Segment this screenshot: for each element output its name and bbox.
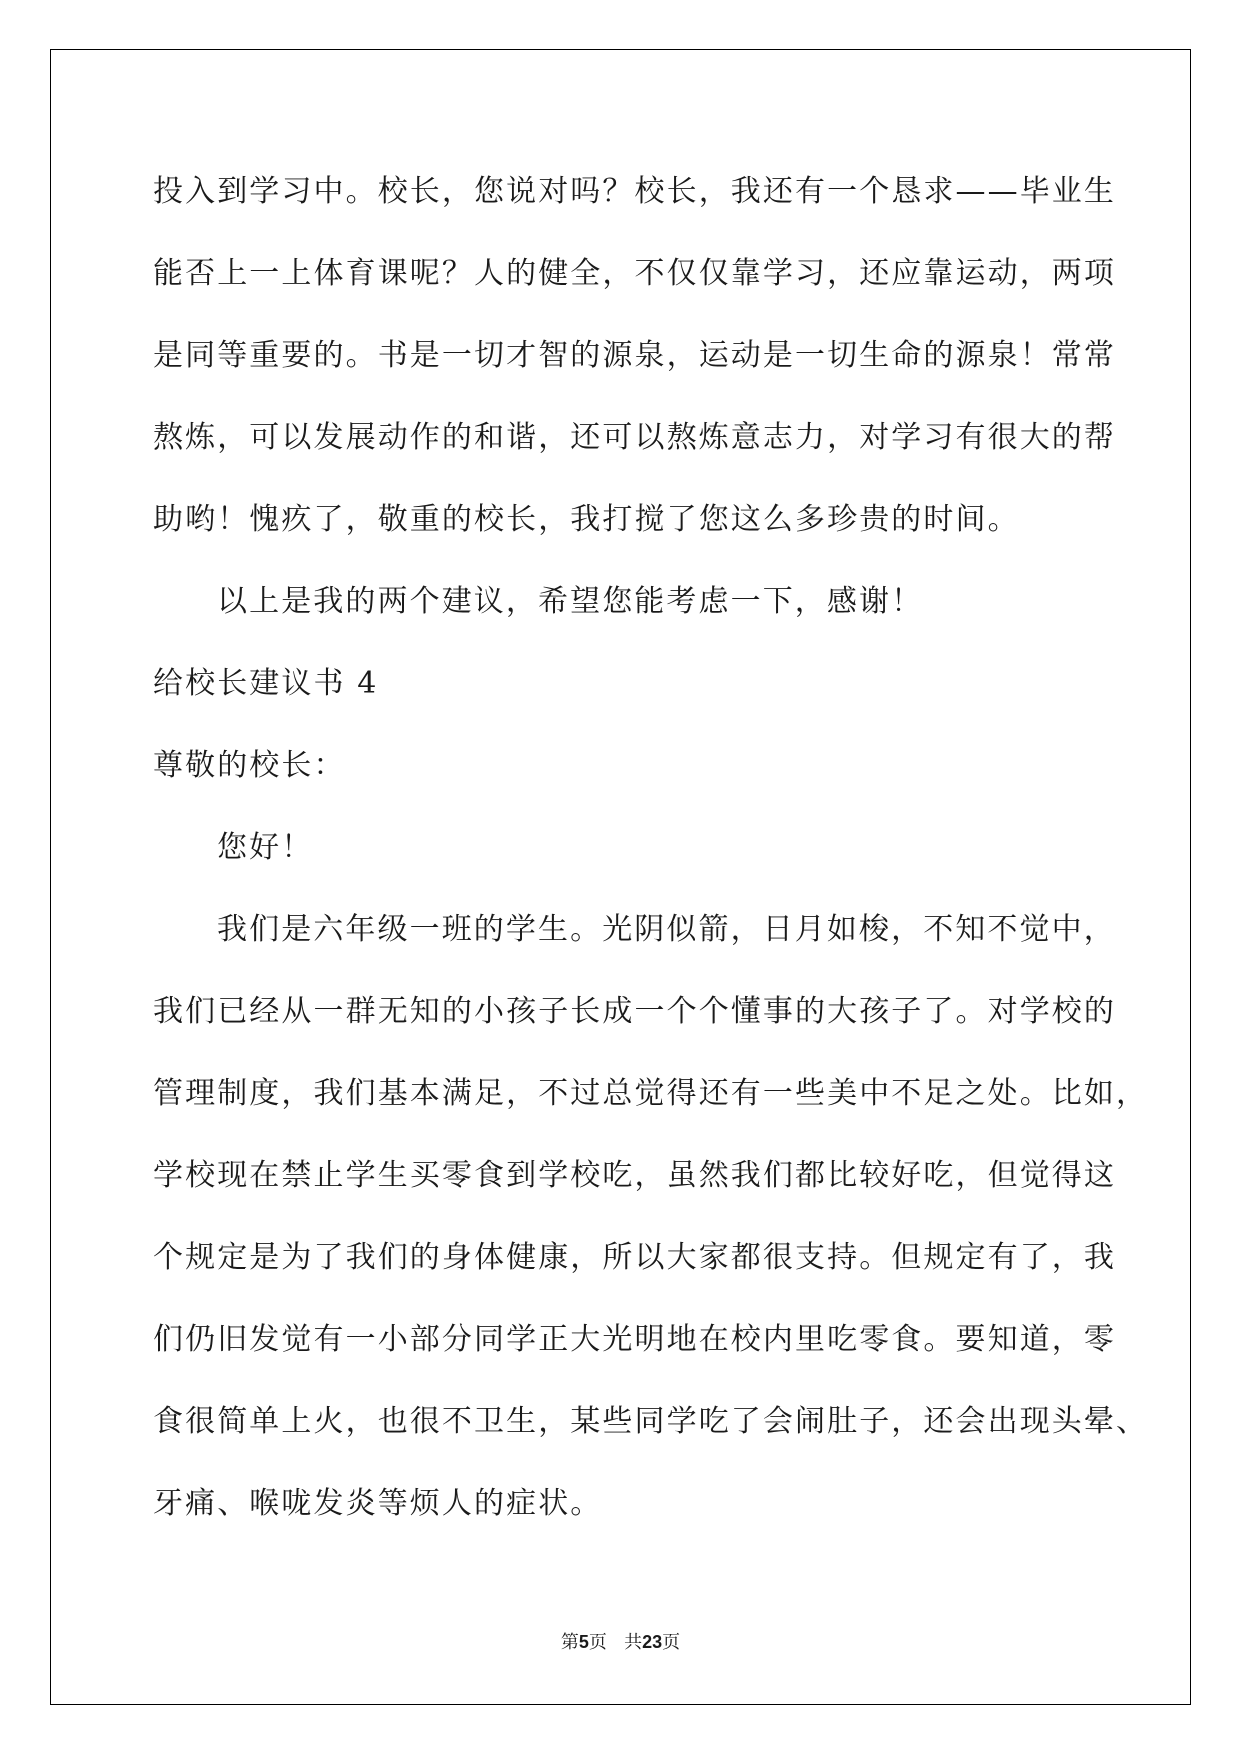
text-line: 尊敬的校长： [153,748,346,783]
page-footer [0,1628,1241,1654]
text-line: 我们是六年级一班的学生。光阴似箭，日月如梭，不知不觉中， [217,912,1116,947]
text-line: 熬炼，可以发展动作的和谐，还可以熬炼意志力，对学习有很大的帮 [153,420,1116,455]
footer-page-number: 5 [578,1632,589,1652]
text-line: 学校现在禁止学生买零食到学校吃，虽然我们都比较好吃，但觉得这 [153,1158,1116,1193]
text-line: 能否上一上体育课呢？人的健全，不仅仅靠学习，还应靠运动，两项 [153,256,1116,291]
text-line: 管理制度，我们基本满足，不过总觉得还有一些美中不足之处。比如， [153,1076,1149,1111]
text-line: 助哟！愧疚了，敬重的校长，我打搅了您这么多珍贵的时间。 [153,502,1020,537]
text-line: 个规定是为了我们的身体健康，所以大家都很支持。但规定有了，我 [153,1240,1116,1275]
text-line: 食很简单上火，也很不卫生，某些同学吃了会闹肚子，还会出现头晕、 [153,1404,1149,1439]
text-line: 我们已经从一群无知的小孩子长成一个个懂事的大孩子了。对学校的 [153,994,1116,1029]
footer-prefix: 第 [560,1632,579,1653]
footer-total-pages: 23 [642,1632,663,1652]
text-line: 是同等重要的。书是一切才智的源泉，运动是一切生命的源泉！常常 [153,338,1116,373]
text-line: 以上是我的两个建议，希望您能考虑一下，感谢！ [217,584,924,619]
text-line: 给校长建议书 4 [153,666,379,701]
text-line: 牙痛、喉咙发炎等烦人的症状。 [153,1486,603,1521]
text-line: 投入到学习中。校长，您说对吗？校长，我还有一个恳求——毕业生 [153,174,1116,209]
document-body [153,162,1149,1556]
text-line: 们仍旧发觉有一小部分同学正大光明地在校内里吃零食。要知道，零 [153,1322,1116,1357]
footer-middle: 页 共 [588,1632,643,1653]
text-line: 您好！ [217,830,314,865]
footer-suffix: 页 [662,1632,681,1653]
